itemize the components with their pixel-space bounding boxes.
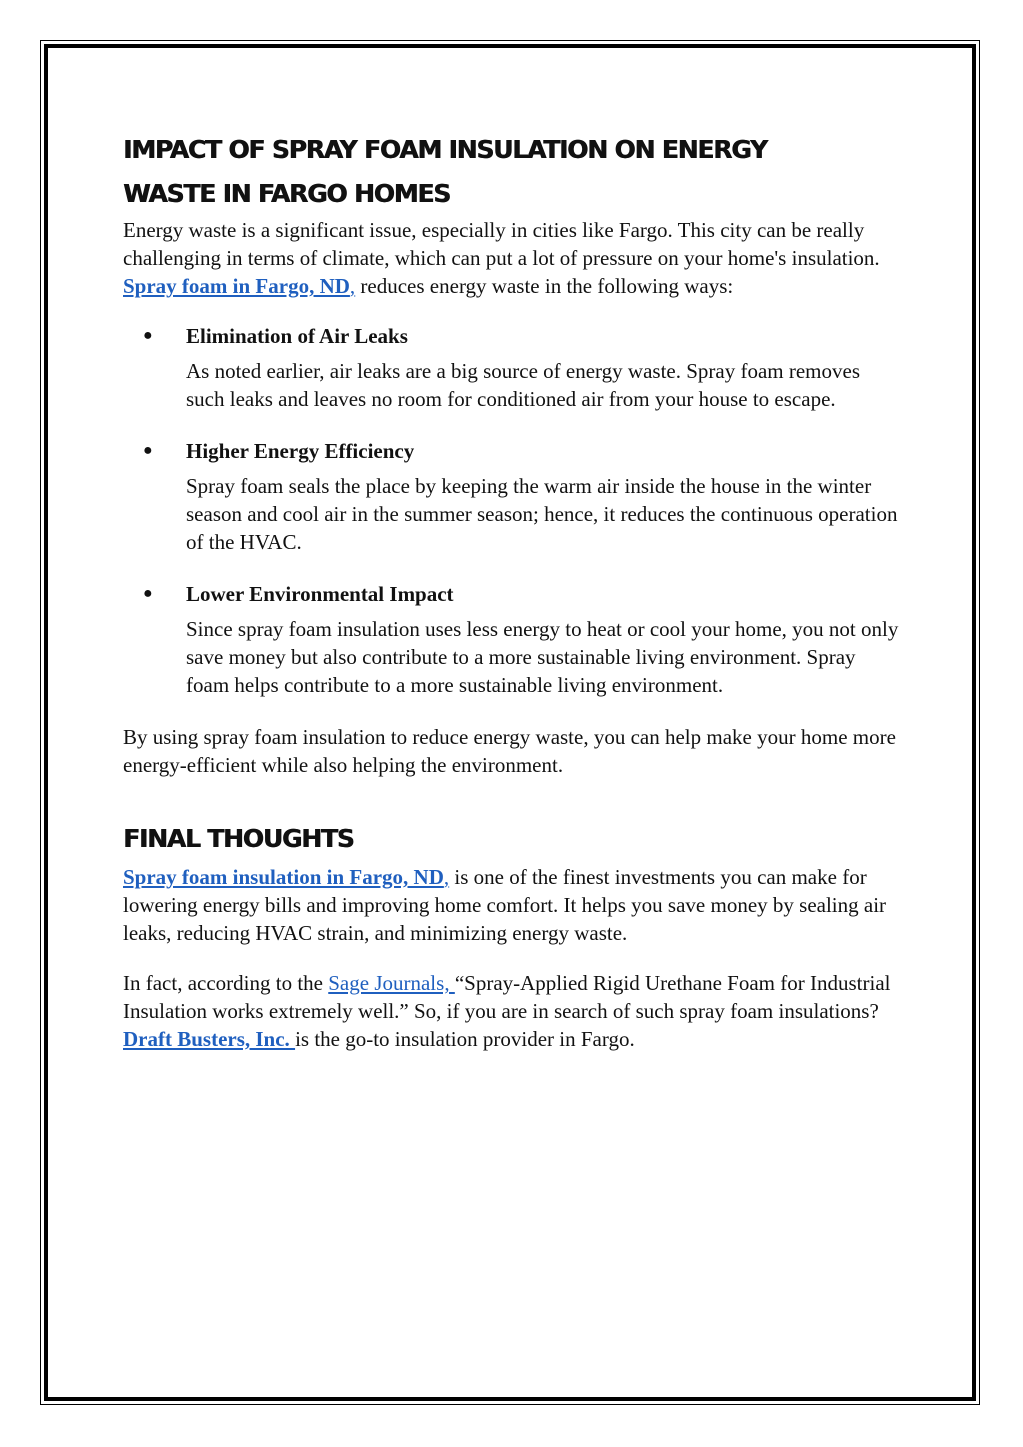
final-paragraph-1	[123, 863, 903, 947]
final-paragraph-1-text: is one of the finest investments you can make for lowering energy bills and improving home comfort. It helps you save money by sealing air leaks, reducing HVAC strain, and minimizing energy waste.	[123, 865, 887, 945]
document-body	[123, 128, 903, 1053]
intro-paragraph	[123, 216, 903, 300]
point-body: Since spray foam insulation uses less energy to heat or cool your home, you not only save money but also contribute to a more sustainable living environment. Spray foam helps contribute to a more sustainable living environment.	[186, 617, 899, 697]
draft-busters-link[interactable]: Draft Busters, Inc.	[123, 1027, 296, 1051]
list-item	[123, 437, 903, 556]
bullet-icon: ●	[143, 585, 153, 602]
spray-foam-fargo-link[interactable]: Spray foam in Fargo, ND	[123, 274, 350, 298]
point-body: Spray foam seals the place by keeping the warm air inside the house in the winter season and cool air in the summer season; hence, it reduces the continuous operation of the HVAC.	[186, 474, 898, 554]
spray-foam-fargo-link-comma[interactable]: ,	[349, 274, 356, 298]
point-title: Elimination of Air Leaks	[186, 324, 408, 348]
final-paragraph-2-text-a: In fact, according to the	[123, 971, 329, 995]
final-paragraph-2-text-b: “Spray-Applied Rigid Urethane Foam for Industrial Insulation works extremely well.” So, if you are in search of such spray foam insulations?	[123, 971, 891, 1023]
list-item	[123, 580, 903, 699]
benefits-list	[123, 322, 903, 699]
intro-text-continued: reduces energy waste in the following ways:	[355, 274, 734, 298]
sage-journals-link[interactable]: Sage Journals,	[328, 971, 455, 995]
bullet-icon: ●	[143, 442, 153, 459]
section-heading-energy-waste: IMPACT OF SPRAY FOAM INSULATION ON ENERGY WASTE IN FARGO HOMES	[123, 135, 767, 208]
spray-foam-insulation-fargo-link[interactable]: Spray foam insulation in Fargo, ND	[123, 865, 444, 889]
intro-text: Energy waste is a significant issue, especially in cities like Fargo. This city can be really challenging in terms of climate, which can put a lot of pressure on your home's insulation.	[123, 218, 880, 270]
final-paragraph-2-text-c: is the go-to insulation provider in Fargo.	[295, 1027, 635, 1051]
section-heading-final-thoughts: FINAL THOUGHTS	[123, 824, 354, 853]
point-title: Higher Energy Efficiency	[186, 439, 415, 463]
point-body: As noted earlier, air leaks are a big source of energy waste. Spray foam removes such leaks and leaves no room for conditioned air from your house to escape.	[186, 359, 861, 411]
final-paragraph-2	[123, 969, 903, 1053]
spray-foam-insulation-fargo-link-comma[interactable]: ,	[443, 865, 450, 889]
list-item	[123, 322, 903, 413]
point-title: Lower Environmental Impact	[186, 582, 454, 606]
closing-paragraph: By using spray foam insulation to reduce energy waste, you can help make your home more energy-efficient while also helping the environment.	[123, 725, 896, 777]
bullet-icon: ●	[143, 327, 153, 344]
